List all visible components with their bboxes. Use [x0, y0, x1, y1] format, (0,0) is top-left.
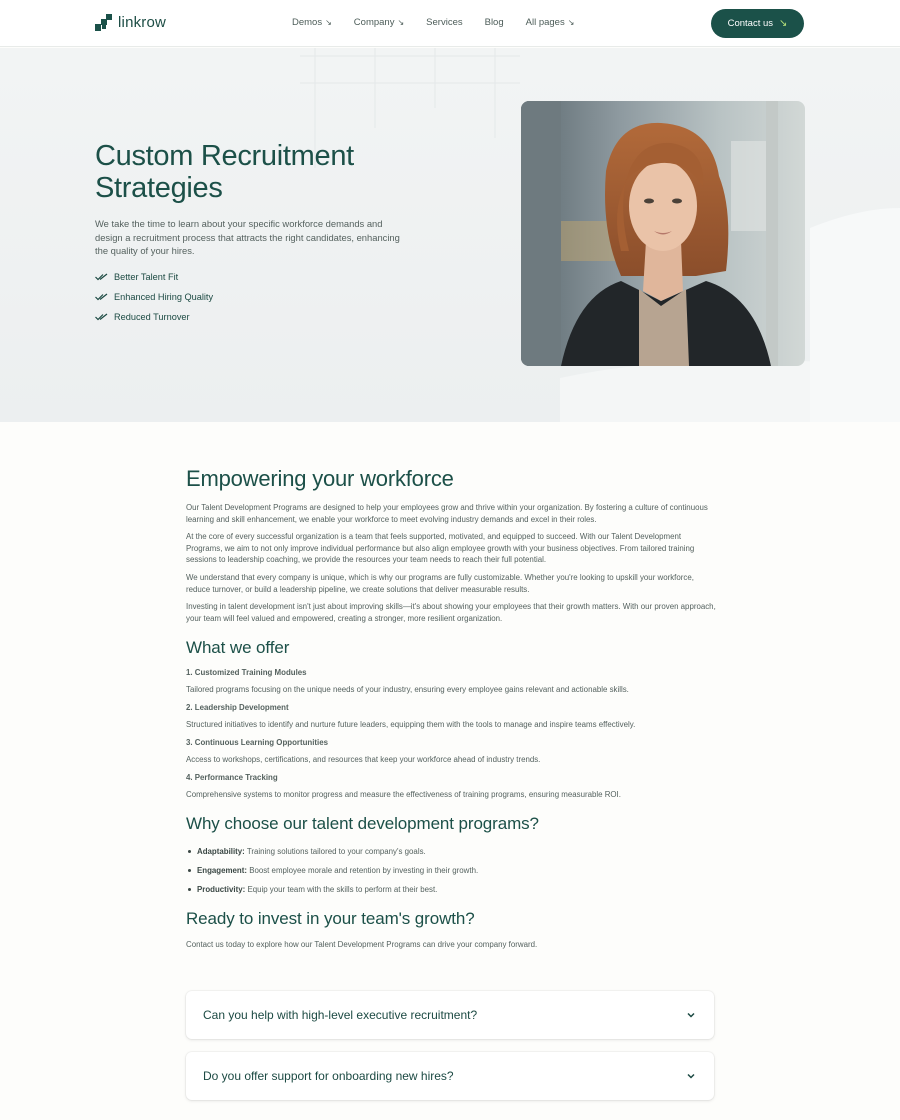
bullet-dot	[188, 850, 191, 853]
check-item: Better Talent Fit	[95, 271, 213, 283]
arrow-down-right-icon: ↘	[567, 18, 575, 27]
nav-link-company[interactable]: Company ↘	[353, 17, 405, 28]
offer-description: Tailored programs focusing on the unique needs of your industry, ensuring every employee gains relevant and actionable skills.	[186, 685, 629, 694]
double-check-icon	[95, 273, 108, 281]
paragraph: Our Talent Development Programs are designed to help your employees grow and thrive within your organization. By fostering a culture of continuous learning and skill enhancement, we enable your workforce to meet evolving industry demands and excel in their roles.	[186, 503, 708, 524]
hero-description: We take the time to learn about your specific workforce demands and design a recruitment process that attracts the right candidates, enhancing the quality of your hires.	[95, 218, 400, 256]
section-heading-why-choose: Why choose our talent development programs?	[186, 814, 539, 833]
nav-link-demos[interactable]: Demos ↘	[292, 17, 332, 28]
check-item: Reduced Turnover	[95, 311, 213, 323]
bullet-dot	[188, 869, 191, 872]
faq-question: Do you offer support for onboarding new hires?	[203, 1069, 454, 1083]
hero-section	[0, 48, 900, 422]
logo-icon	[95, 14, 113, 31]
why-list-item: Productivity: Equip your team with the skills to perform at their best.	[188, 885, 437, 894]
check-item: Enhanced Hiring Quality	[95, 291, 213, 303]
double-check-icon	[95, 313, 108, 321]
section-heading-what-we-offer: What we offer	[186, 638, 290, 657]
double-check-icon	[95, 293, 108, 301]
arrow-down-right-icon: ↘	[779, 18, 788, 29]
top-navigation	[0, 0, 900, 47]
bullet-dot	[188, 888, 191, 891]
nav-links	[292, 17, 596, 28]
why-list-item: Adaptability: Training solutions tailored to your company's goals.	[188, 847, 426, 856]
nav-link-services[interactable]: Services	[426, 17, 463, 28]
arrow-down-right-icon: ↘	[325, 18, 332, 27]
offer-title: 2. Leadership Development	[186, 703, 289, 712]
faq-item[interactable]	[186, 1052, 714, 1100]
hero-title: Custom Recruitment Strategies	[95, 140, 354, 204]
offer-title: 1. Customized Training Modules	[186, 668, 307, 677]
paragraph: We understand that every company is unique, which is why our programs are fully customizable. Whether you're looking to upskill your workforce, reduce turnover, or build a leadership pipeline, we create solutions that deliver measurable results.	[186, 573, 694, 594]
nav-link-all-pages[interactable]: All pages ↘	[525, 17, 575, 28]
hero-checklist	[95, 271, 213, 331]
section-heading-empowering: Empowering your workforce	[186, 466, 454, 491]
offer-description: Access to workshops, certifications, and resources that keep your workforce ahead of industry trends.	[186, 755, 541, 764]
section-heading-ready: Ready to invest in your team's growth?	[186, 909, 475, 928]
faq-question: Can you help with high-level executive recruitment?	[203, 1008, 478, 1022]
arrow-down-right-icon: ↘	[397, 18, 405, 27]
paragraph: At the core of every successful organization is a team that feels supported, motivated, and equipped to succeed. With our Talent Development Programs, we aim to not only improve individual performance but also align employee growth with your business objectives. From tailored training sessions to leadership coaching, we provide the resources your team needs to reach their full potential.	[186, 532, 695, 565]
chevron-down-icon	[685, 1070, 697, 1082]
offer-description: Comprehensive systems to monitor progress and measure the effectiveness of training programs, ensuring measurable ROI.	[186, 790, 621, 799]
paragraph: Investing in talent development isn't just about improving skills—it's about showing your employees that their growth matters. With our proven approach, your team will feel valued and empowered, creating a stronger, more resilient organization.	[186, 602, 716, 623]
logo[interactable]	[95, 14, 166, 31]
offer-title: 3. Continuous Learning Opportunities	[186, 738, 329, 747]
contact-us-button[interactable]: Contact us ↘	[711, 9, 804, 38]
offer-title: 4. Performance Tracking	[186, 773, 278, 782]
ready-text: Contact us today to explore how our Talent Development Programs can drive your company forward.	[186, 940, 538, 949]
offer-description: Structured initiatives to identify and nurture future leaders, equipping them with the tools to manage and inspire teams effectively.	[186, 720, 636, 729]
faq-item[interactable]	[186, 991, 714, 1039]
why-list-item: Engagement: Boost employee morale and retention by investing in their growth.	[188, 866, 478, 875]
logo-text: linkrow	[118, 14, 167, 31]
hero-portrait-photo	[521, 101, 805, 366]
nav-link-blog[interactable]: Blog	[484, 17, 504, 28]
chevron-down-icon	[685, 1009, 697, 1021]
